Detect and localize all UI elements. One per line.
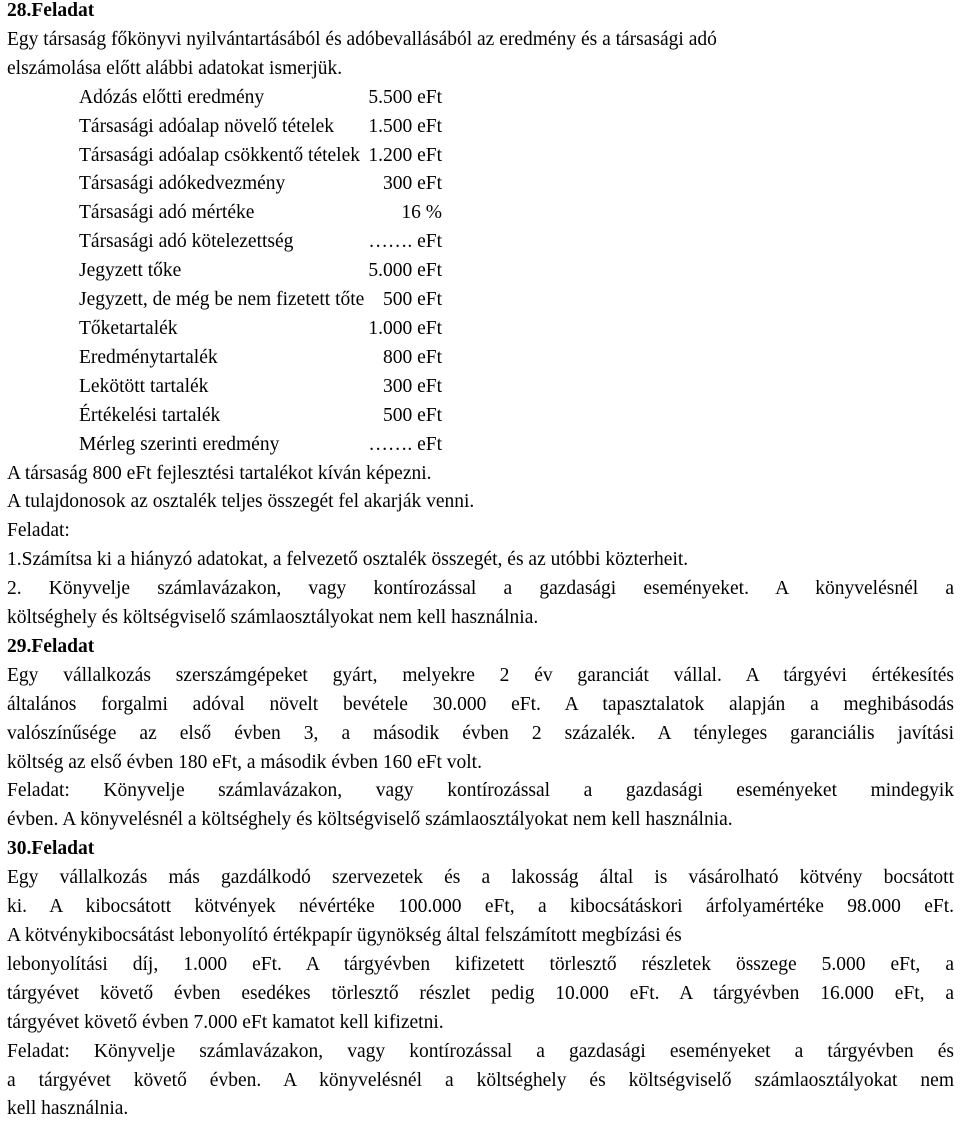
row-value: 500 eFt: [382, 404, 443, 426]
row-value: 300 eFt: [382, 173, 443, 195]
task-28-note-1: A társaság 800 eFt fejlesztési tartalékot kíván képezni.: [7, 462, 432, 484]
row-label: Társasági adóalap csökkentő tételek: [79, 144, 361, 166]
row-label: Tőketartalék: [79, 317, 178, 339]
table-row: [79, 170, 442, 199]
row-label: Eredménytartalék: [79, 346, 218, 368]
task-30-line-6: tárgyévet követő évben 7.000 eFt kamatot kell kifizetni.: [7, 1011, 444, 1033]
task-28-intro-line-1: Egy társaság főkönyvi nyilvántartásából és adóbevallásából az eredmény és a társasági adó: [7, 28, 717, 50]
row-value: 500 eFt: [382, 289, 443, 311]
table-row: [79, 286, 442, 315]
table-row: [79, 431, 442, 460]
row-label: Társasági adó kötelezettség: [79, 231, 294, 253]
table-row: [79, 142, 442, 171]
row-label: Társasági adóalap növelő tételek: [79, 115, 335, 137]
task-28-subtask-2-line-2: költséghely és költségviselő számlaosztályokat nem kell használnia.: [7, 607, 539, 629]
row-value: 5.000 eFt: [368, 260, 443, 282]
row-value: 800 eFt: [382, 346, 443, 368]
task-30-line-8: a tárgyévet követő évben. A könyvelésnél a költséghely és költségviselő számlaosztályokat nem: [7, 1069, 954, 1091]
row-label: Mérleg szerinti eredmény: [79, 433, 280, 455]
table-row: [79, 315, 442, 344]
row-label: Társasági adókedvezmény: [79, 173, 286, 195]
task-29-title: 29.Feladat: [7, 635, 95, 657]
table-row: [79, 228, 442, 257]
row-value: 1.000 eFt: [368, 317, 443, 339]
task-29-line-3: valószínűsége az első évben 3, a második évben 2 százalék. A tényleges garanciális javítási: [7, 722, 954, 744]
row-label: Társasági adó mértéke: [79, 202, 255, 224]
task-28-title: 28.Feladat: [7, 0, 95, 21]
task-30-line-5: tárgyévet követő évben esedékes törlesztő részlet pedig 10.000 eFt. A tárgyévben 16.000 eFt, a: [7, 982, 954, 1004]
task-30-line-1: Egy vállalkozás más gazdálkodó szervezetek és a lakosság által is vásárolható kötvény bocsátott: [7, 867, 954, 889]
task-29-line-1: Egy vállalkozás szerszámgépeket gyárt, melyekre 2 év garanciát vállal. A tárgyévi értékesítés: [7, 664, 954, 686]
task-30-line-9: kell használnia.: [7, 1098, 129, 1120]
row-value: ……. eFt: [368, 433, 443, 455]
row-label: Lekötött tartalék: [79, 375, 209, 397]
table-row: [79, 344, 442, 373]
task-30-title: 30.Feladat: [7, 838, 95, 860]
table-row: [79, 257, 442, 286]
task-29-line-6: évben. A könyvelésnél a költséghely és költségviselő számlaosztályokat nem kell használnia.: [7, 809, 733, 831]
task-28-feladat-label: Feladat:: [7, 520, 70, 542]
row-label: Értékelési tartalék: [79, 404, 221, 426]
task-28-subtask-1: 1.Számítsa ki a hiányzó adatokat, a felvezető osztalék összegét, és az utóbbi közterheit.: [7, 549, 689, 571]
task-28-note-2: A tulajdonosok az osztalék teljes összegét fel akarják venni.: [7, 491, 475, 513]
table-row: [79, 113, 442, 142]
task-30-line-3: A kötvénykibocsátást lebonyolító értékpapír ügynökség által felszámított megbízási és: [7, 925, 682, 946]
task-29-line-5: Feladat: Könyvelje számlavázakon, vagy kontírozással a gazdasági eseményeket mindegyik: [7, 780, 954, 802]
row-value: 16 %: [401, 202, 443, 224]
row-value: 300 eFt: [382, 375, 443, 397]
task-28-data-table: [79, 84, 442, 460]
table-row: [79, 402, 442, 431]
task-28-subtask-2-line-1: 2. Könyvelje számlavázakon, vagy kontírozással a gazdasági eseményeket. A könyvelésnél a: [7, 578, 954, 600]
row-label: Jegyzett tőke: [79, 260, 182, 282]
task-28-intro-line-2: elszámolása előtt alábbi adatokat ismerjük.: [7, 57, 343, 79]
table-row: [79, 199, 442, 228]
row-value: 1.200 eFt: [368, 144, 443, 166]
row-label: Adózás előtti eredmény: [79, 86, 265, 108]
table-row: [79, 84, 442, 113]
task-30-line-2: ki. A kibocsátott kötvények névértéke 100.000 eFt, a kibocsátáskori árfolyamértéke 98.000 eFt.: [7, 896, 954, 918]
row-label: Jegyzett, de még be nem fizetett tőte: [79, 289, 365, 311]
table-row: [79, 373, 442, 402]
task-30-line-7: Feladat: Könyvelje számlavázakon, vagy kontírozással a gazdasági eseményeket a tárgyévben és: [7, 1040, 954, 1062]
task-30-line-4: lebonyolítási díj, 1.000 eFt. A tárgyévben kifizetett törlesztő részletek összege 5.000 eFt, a: [7, 953, 954, 975]
task-29-line-2: általános forgalmi adóval növelt bevétele 30.000 eFt. A tapasztalatok alapján a meghibásodás: [7, 693, 954, 715]
task-29-line-4: költség az első évben 180 eFt, a második évben 160 eFt volt.: [7, 751, 482, 773]
row-value: ……. eFt: [368, 231, 443, 253]
row-value: 1.500 eFt: [368, 115, 443, 137]
row-value: 5.500 eFt: [368, 86, 443, 108]
